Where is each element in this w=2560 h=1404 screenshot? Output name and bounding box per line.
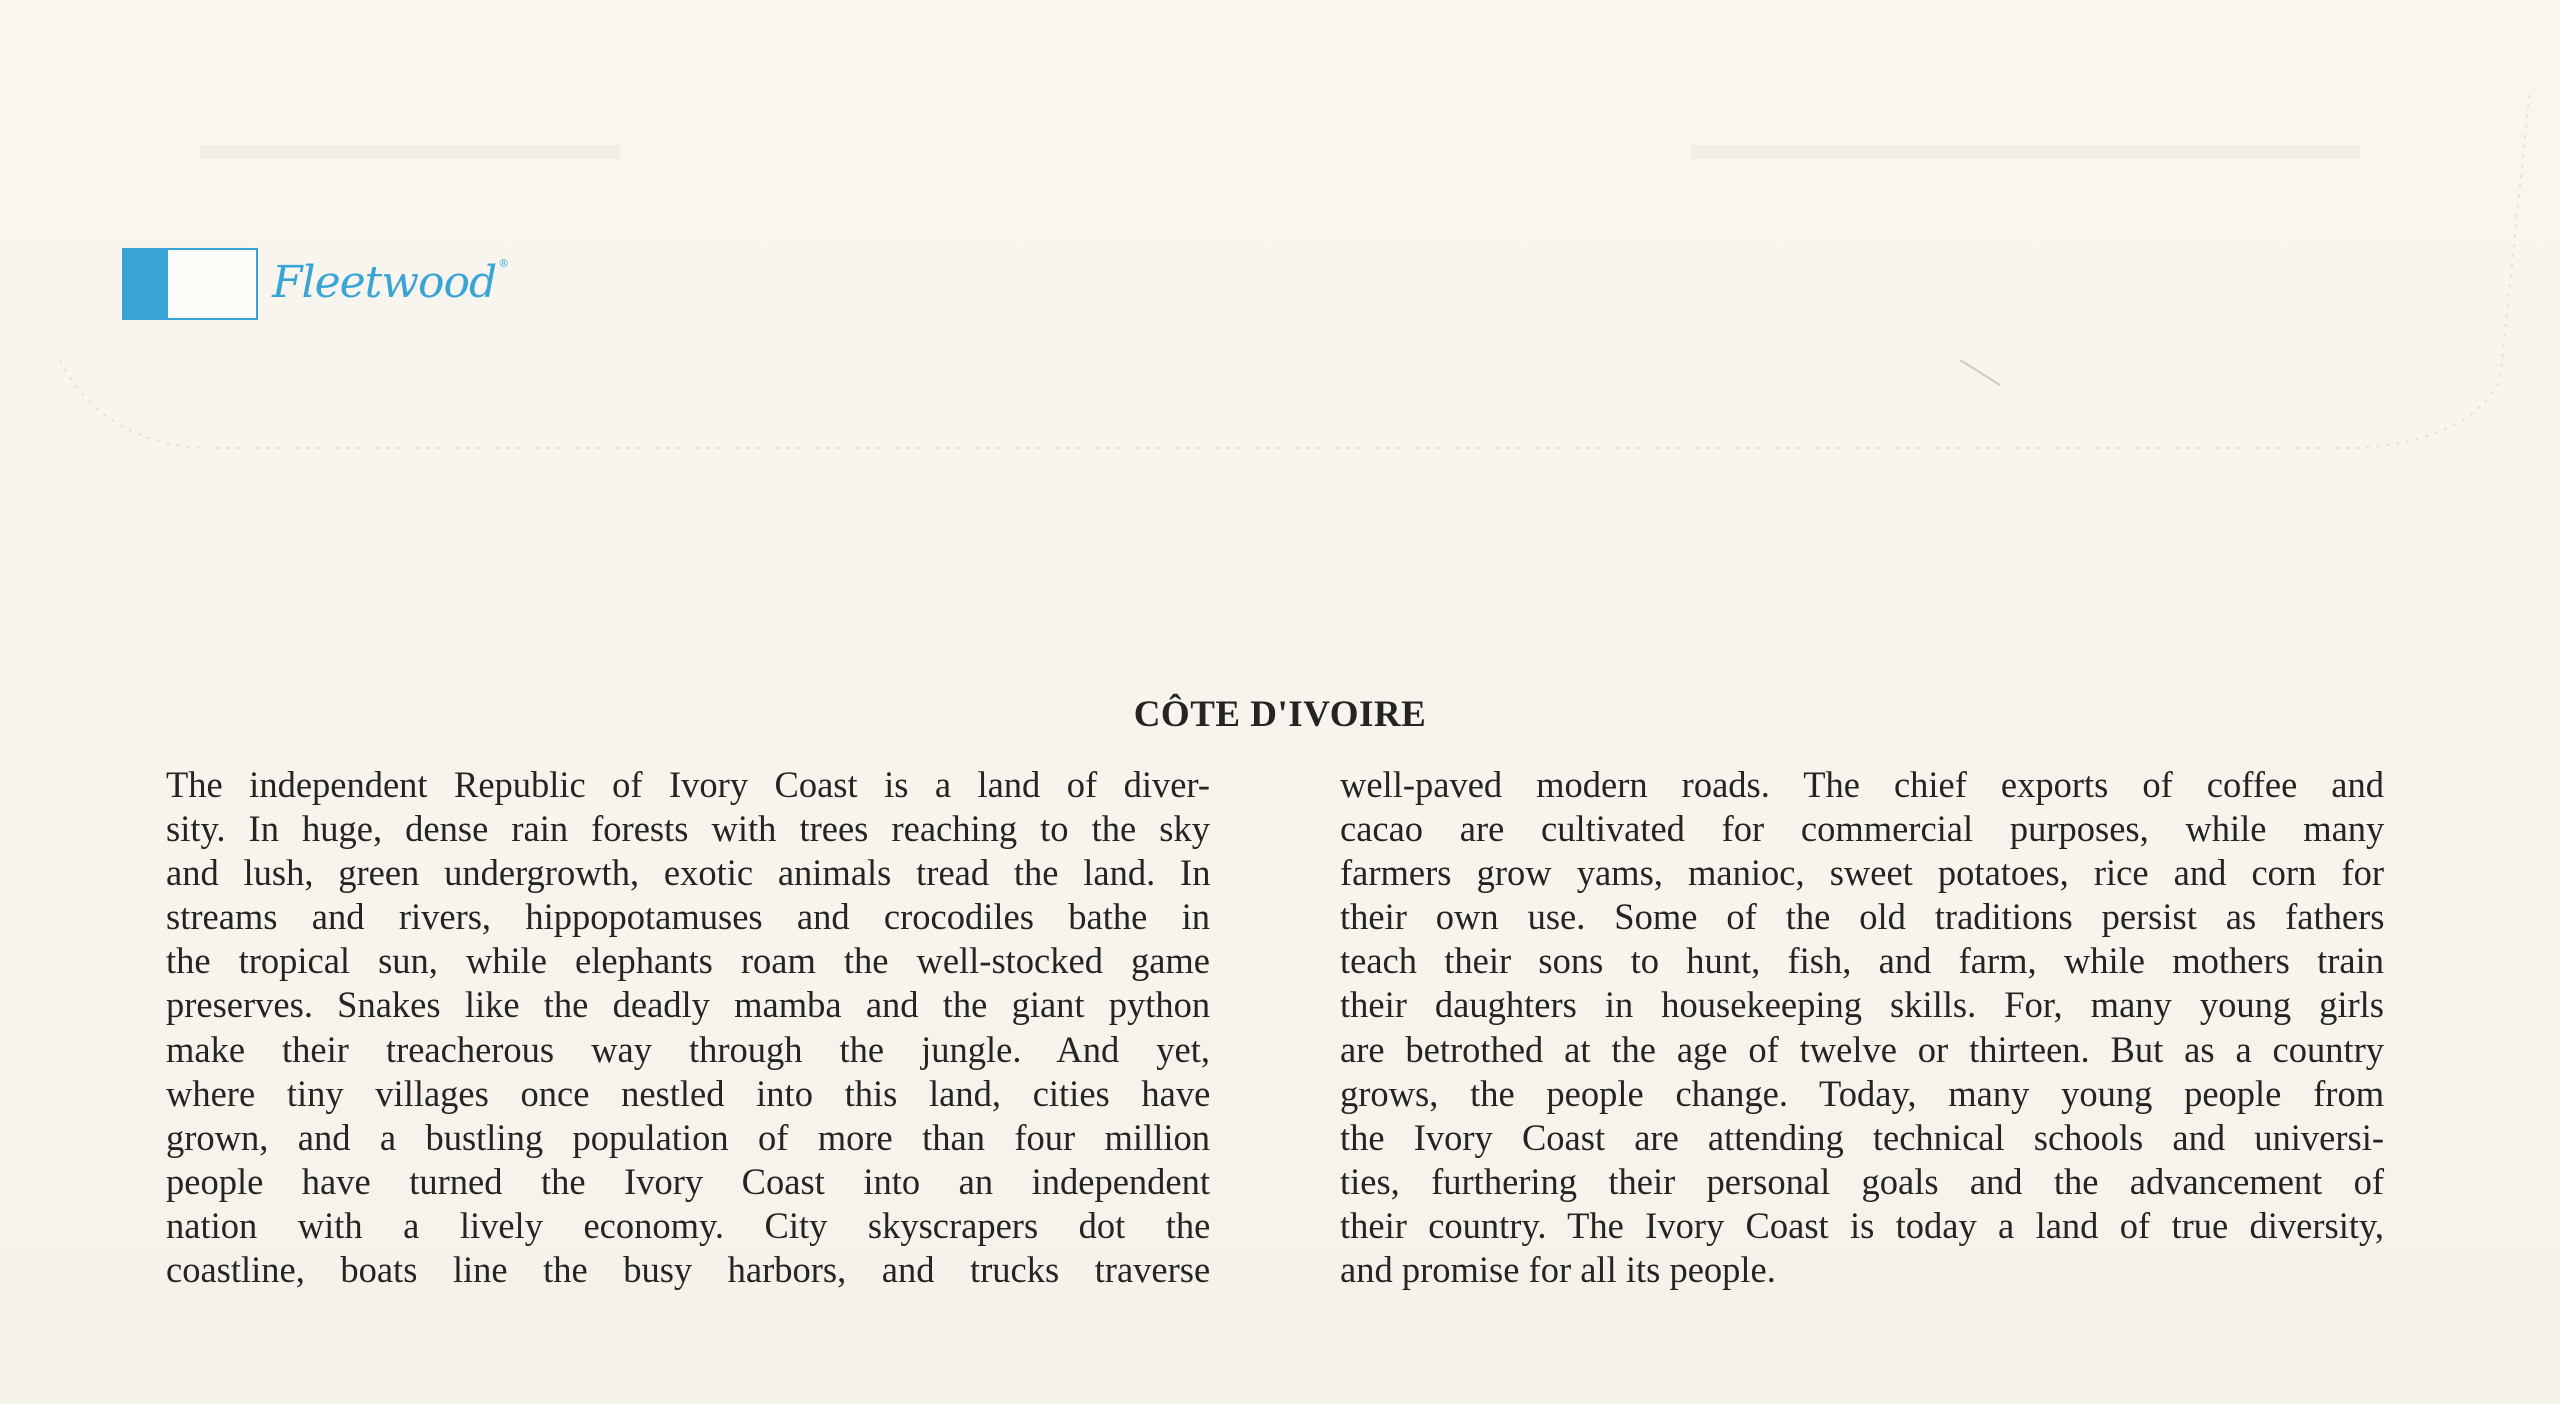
text-line: The independent Republic of Ivory Coast is a land of diver- <box>166 764 1210 805</box>
text-line: teach their sons to hunt, fish, and farm, while mothers train <box>1340 940 2384 982</box>
text-line: preserves. Snakes like the deadly mamba and the giant python <box>166 984 1211 1026</box>
text-line: people have turned the Ivory Coast into an independent <box>166 1160 1210 1202</box>
text-line: ties, furthering their personal goals and the advancement of <box>1340 1160 2384 1202</box>
text-column-left <box>166 763 1210 1292</box>
text-line: and promise for all its people. <box>1340 1249 1776 1291</box>
text-line: farmers grow yams, manioc, sweet potatoes, rice and corn for <box>1340 852 2385 894</box>
registered-mark: ® <box>498 256 509 270</box>
text-line: the tropical sun, while elephants roam the well-stocked game <box>166 940 1210 982</box>
text-line: make their treacherous way through the jungle. And yet, <box>166 1028 1211 1070</box>
text-column-right <box>1340 763 2384 1292</box>
text-line: well-paved modern roads. The chief exports of coffee and <box>1340 764 2384 805</box>
text-line: cacao are cultivated for commercial purposes, while many <box>1340 808 2385 850</box>
text-line: grown, and a bustling population of more than four million <box>166 1116 1210 1158</box>
article-title: CÔTE D'IVOIRE <box>1133 694 1427 735</box>
text-line: grows, the people change. Today, many young people from <box>1340 1072 2385 1114</box>
envelope-flap-outline <box>0 0 2560 480</box>
text-line: their daughters in housekeeping skills. For, many young girls <box>1340 984 2384 1026</box>
text-line: are betrothed at the age of twelve or thirteen. But as a country <box>1340 1028 2385 1070</box>
text-line: the Ivory Coast are attending technical schools and universi- <box>1340 1116 2384 1158</box>
text-line: their country. The Ivory Coast is today a land of true diversity, <box>1340 1204 2384 1246</box>
text-line: and lush, green undergrowth, exotic animals tread the land. In <box>166 852 1211 894</box>
text-line: their own use. Some of the old traditions persist as fathers <box>1340 896 2385 938</box>
logo-wordmark <box>272 257 508 308</box>
logo-brand: Fleetwood <box>272 256 497 308</box>
text-line: streams and rivers, hippopotamuses and crocodiles bathe in <box>166 896 1210 938</box>
logo-box-icon <box>122 248 258 320</box>
fleetwood-logo <box>122 248 508 320</box>
text-line: nation with a lively economy. City skyscrapers dot the <box>166 1204 1211 1246</box>
text-line: where tiny villages once nestled into this land, cities have <box>166 1072 1211 1114</box>
text-line: coastline, boats line the busy harbors, and trucks traverse <box>166 1249 1211 1291</box>
text-line: sity. In huge, dense rain forests with trees reaching to the sky <box>166 808 1210 850</box>
